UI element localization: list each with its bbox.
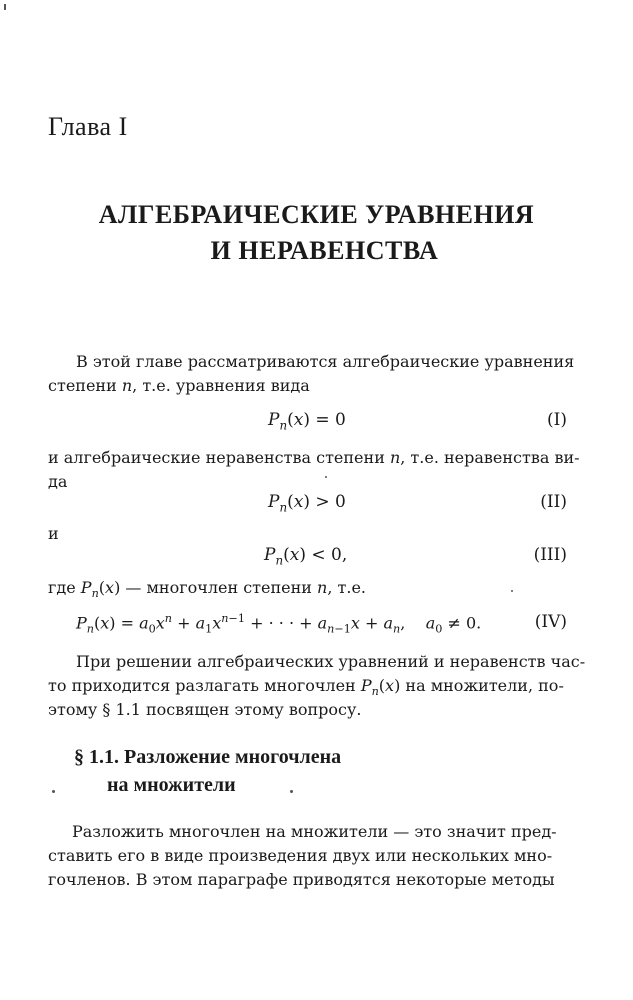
scan-speck — [290, 790, 293, 793]
equation-4: $P_n(x) = a_0x^n + a_1x^{n-1}$ + · · · + $a_{n-1}x + a_n$, $a_0 \ne 0$. — [76, 612, 482, 636]
equation-3-number: (III) — [533, 545, 567, 565]
chapter-title-line-1: АЛГЕБРАИЧЕСКИЕ УРАВНЕНИЯ — [98, 200, 535, 229]
intro-line-1: В этой главе рассматриваются алгебраические уравнения — [76, 352, 575, 371]
equation-2-number: (II) — [540, 492, 567, 512]
scan-speck — [4, 4, 6, 10]
equation-4-number: (IV) — [534, 612, 567, 632]
intro-line-2: степени n, т.е. уравнения вида — [48, 376, 310, 395]
para3-line-1: Разложить многочлен на множители — это значит пред- — [72, 822, 557, 841]
para2-line-1: При решении алгебраических уравнений и неравенств час- — [76, 652, 586, 671]
para3-line-2: ставить его в виде произведения двух или нескольких мно- — [48, 846, 553, 865]
mid-line-1: и алгебраические неравенства степени n, т.е. неравенства ви- — [48, 448, 580, 467]
scan-speck — [52, 790, 55, 793]
para2-line-2: то приходится разлагать многочлен $P_n(x)$ на множители, по- — [48, 676, 564, 699]
para2-line-3: этому § 1.1 посвящен этому вопросу. — [48, 700, 362, 719]
where-line: где $P_n(x)$ — многочлен степени n, т.е. — [48, 578, 367, 601]
scan-speck — [511, 590, 513, 592]
chapter-title-line-2: И НЕРАВЕНСТВА — [210, 236, 439, 265]
section-title-line-2: на множители — [107, 774, 236, 796]
section-title-line-1: § 1.1. Разложение многочлена — [74, 746, 342, 768]
equation-1-number: (I) — [547, 410, 567, 430]
equation-1: $P_n(x) = 0$ — [268, 410, 346, 433]
mid-line-2: да — [48, 472, 68, 491]
scan-speck — [325, 476, 327, 478]
chapter-label: Глава I — [48, 112, 128, 141]
conjunction-and: и — [48, 524, 59, 543]
para3-line-3: гочленов. В этом параграфе приводятся некоторые методы — [48, 870, 555, 889]
equation-2: $P_n(x) > 0$ — [268, 492, 346, 515]
equation-3: $P_n(x) < 0$, — [264, 545, 348, 568]
